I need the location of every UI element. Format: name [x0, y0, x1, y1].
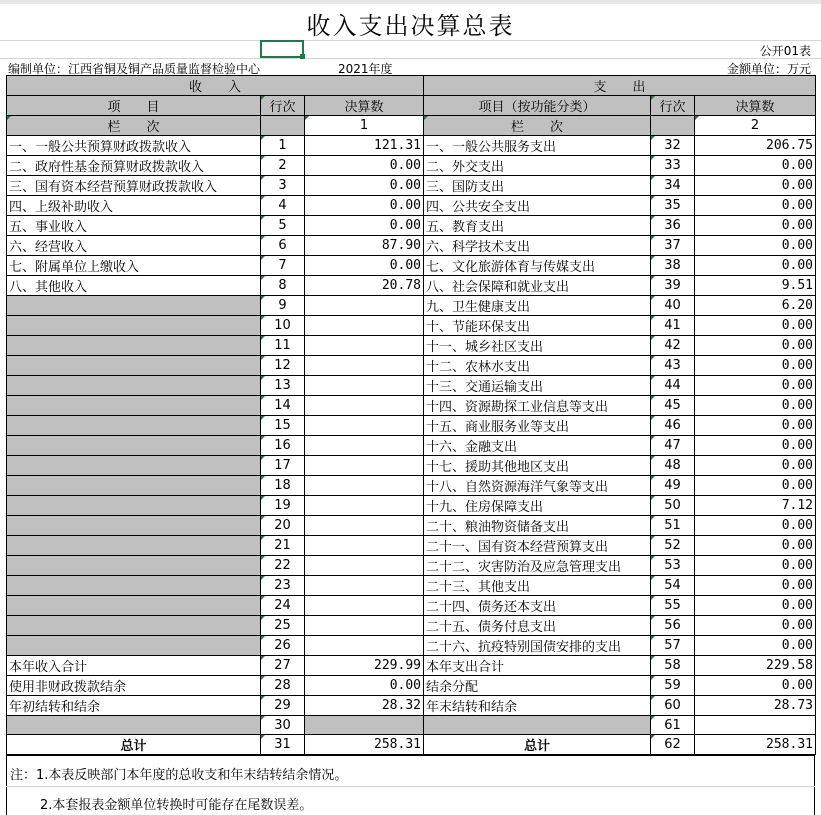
summary-income-item: 本年收入合计	[7, 656, 261, 676]
expense-amount-cell: 0.00	[695, 176, 816, 196]
table-row	[7, 296, 816, 316]
expense-amount-cell: 0.00	[695, 636, 816, 656]
summary-expense-item	[424, 716, 651, 735]
table-row	[7, 456, 816, 476]
income-amount-cell	[305, 536, 424, 556]
income-column-line-blank	[261, 116, 305, 136]
table-row	[7, 596, 816, 616]
summary-expense-item: 结余分配	[424, 676, 651, 696]
expense-line-cell: 50	[651, 496, 695, 516]
income-amount-cell: 0.00	[305, 176, 424, 196]
summary-income-line: 27	[261, 656, 305, 676]
table-row	[7, 576, 816, 596]
table-row	[7, 216, 816, 236]
expense-amount-cell: 0.00	[695, 356, 816, 376]
income-expense-table	[6, 75, 816, 755]
table-row	[7, 136, 816, 156]
expense-line-cell: 42	[651, 336, 695, 356]
expense-line-cell: 46	[651, 416, 695, 436]
income-item-cell: 五、事业收入	[7, 216, 261, 236]
expense-amount-header: 决算数	[695, 96, 816, 116]
note-2: 2.本套报表金额单位转换时可能存在尾数误差。	[40, 798, 313, 813]
income-line-cell: 10	[261, 316, 305, 336]
summary-expense-line: 60	[651, 696, 695, 716]
income-line-cell: 15	[261, 416, 305, 436]
expense-amount-cell: 0.00	[695, 516, 816, 536]
table-row	[7, 276, 816, 296]
income-item-cell	[7, 436, 261, 456]
income-item-cell	[7, 636, 261, 656]
expense-amount-cell: 206.75	[695, 136, 816, 156]
income-item-cell: 四、上级补助收入	[7, 196, 261, 216]
expense-item-cell: 七、文化旅游体育与传媒支出	[424, 256, 651, 276]
expense-amount-cell: 0.00	[695, 316, 816, 336]
income-line-cell: 3	[261, 176, 305, 196]
expense-line-cell: 48	[651, 456, 695, 476]
income-amount-cell	[305, 596, 424, 616]
income-line-cell: 24	[261, 596, 305, 616]
income-item-cell	[7, 336, 261, 356]
summary-income-amount: 229.99	[305, 656, 424, 676]
summary-income-item: 使用非财政拨款结余	[7, 676, 261, 696]
expense-item-cell: 十五、商业服务业等支出	[424, 416, 651, 436]
income-line-cell: 13	[261, 376, 305, 396]
income-amount-cell	[305, 516, 424, 536]
income-item-cell	[7, 596, 261, 616]
income-item-cell	[7, 616, 261, 636]
table-row	[7, 616, 816, 636]
expense-item-cell: 二十一、国有资本经营预算支出	[424, 536, 651, 556]
table-row	[7, 176, 816, 196]
expense-line-cell: 33	[651, 156, 695, 176]
table-row	[7, 156, 816, 176]
income-line-cell: 19	[261, 496, 305, 516]
expense-item-cell: 九、卫生健康支出	[424, 296, 651, 316]
income-line-cell: 4	[261, 196, 305, 216]
expense-amount-cell: 9.51	[695, 276, 816, 296]
income-line-cell: 18	[261, 476, 305, 496]
table-row	[7, 376, 816, 396]
summary-expense-amount: 229.58	[695, 656, 816, 676]
expense-line-cell: 39	[651, 276, 695, 296]
expense-amount-cell: 0.00	[695, 416, 816, 436]
income-item-cell	[7, 416, 261, 436]
summary-income-amount: 28.32	[305, 696, 424, 716]
expense-item-cell: 八、社会保障和就业支出	[424, 276, 651, 296]
income-item-cell	[7, 456, 261, 476]
income-item-cell: 一、一般公共预算财政拨款收入	[7, 136, 261, 156]
expense-line-cell: 57	[651, 636, 695, 656]
expense-line-header: 行次	[651, 96, 695, 116]
expense-amount-cell: 0.00	[695, 556, 816, 576]
expense-line-cell: 54	[651, 576, 695, 596]
table-row	[7, 336, 816, 356]
expense-item-cell: 五、教育支出	[424, 216, 651, 236]
income-item-cell	[7, 536, 261, 556]
summary-row	[7, 696, 816, 716]
income-column-number: 1	[305, 116, 424, 136]
grid-line	[0, 58, 821, 59]
expense-column-label: 栏 次	[424, 116, 651, 136]
total-income-amount: 258.31	[305, 735, 424, 755]
expense-amount-cell: 0.00	[695, 436, 816, 456]
expense-column-number: 2	[695, 116, 816, 136]
income-amount-cell	[305, 356, 424, 376]
income-amount-cell	[305, 576, 424, 596]
income-line-cell: 16	[261, 436, 305, 456]
income-line-cell: 26	[261, 636, 305, 656]
expense-line-cell: 55	[651, 596, 695, 616]
income-amount-cell	[305, 456, 424, 476]
expense-item-cell: 二十四、债务还本支出	[424, 596, 651, 616]
income-amount-cell	[305, 376, 424, 396]
expense-item-cell: 十七、援助其他地区支出	[424, 456, 651, 476]
expense-line-cell: 51	[651, 516, 695, 536]
expense-line-cell: 38	[651, 256, 695, 276]
expense-item-cell: 十一、城乡社区支出	[424, 336, 651, 356]
table-row	[7, 356, 816, 376]
expense-amount-cell: 0.00	[695, 256, 816, 276]
income-amount-cell: 0.00	[305, 256, 424, 276]
summary-row	[7, 716, 816, 735]
summary-expense-line: 61	[651, 716, 695, 735]
income-amount-cell	[305, 556, 424, 576]
table-row	[7, 556, 816, 576]
income-line-cell: 20	[261, 516, 305, 536]
income-amount-cell	[305, 616, 424, 636]
income-line-cell: 9	[261, 296, 305, 316]
expense-line-cell: 44	[651, 376, 695, 396]
income-line-cell: 8	[261, 276, 305, 296]
expense-amount-cell: 0.00	[695, 456, 816, 476]
selected-cell[interactable]	[260, 40, 304, 58]
income-line-cell: 2	[261, 156, 305, 176]
expense-item-cell: 二十二、灾害防治及应急管理支出	[424, 556, 651, 576]
expense-line-cell: 56	[651, 616, 695, 636]
summary-income-line: 28	[261, 676, 305, 696]
table-row	[7, 496, 816, 516]
income-item-cell	[7, 576, 261, 596]
income-item-cell: 七、附属单位上缴收入	[7, 256, 261, 276]
expense-line-cell: 32	[651, 136, 695, 156]
note-1: 注：1.本表反映部门本年度的总收支和年末结转结余情况。	[10, 768, 348, 783]
summary-expense-amount: 28.73	[695, 696, 816, 716]
table-row	[7, 256, 816, 276]
summary-expense-item: 年末结转和结余	[424, 696, 651, 716]
summary-income-amount	[305, 716, 424, 735]
income-line-cell: 5	[261, 216, 305, 236]
expense-amount-cell: 0.00	[695, 236, 816, 256]
expense-line-cell: 53	[651, 556, 695, 576]
expense-line-cell: 45	[651, 396, 695, 416]
expense-amount-cell: 0.00	[695, 576, 816, 596]
income-amount-cell: 121.31	[305, 136, 424, 156]
summary-income-line: 30	[261, 716, 305, 735]
total-expense-amount: 258.31	[695, 735, 816, 755]
expense-amount-cell: 0.00	[695, 476, 816, 496]
expense-amount-cell: 0.00	[695, 156, 816, 176]
table-row	[7, 636, 816, 656]
income-amount-cell	[305, 436, 424, 456]
income-amount-cell	[305, 496, 424, 516]
summary-income-amount: 0.00	[305, 676, 424, 696]
expense-item-cell: 十八、自然资源海洋气象等支出	[424, 476, 651, 496]
income-line-cell: 7	[261, 256, 305, 276]
report-title: 收入支出决算总表	[306, 12, 515, 40]
expense-item-cell: 十九、住房保障支出	[424, 496, 651, 516]
expense-line-cell: 49	[651, 476, 695, 496]
expense-amount-cell: 6.20	[695, 296, 816, 316]
expense-item-cell: 十四、资源勘探工业信息等支出	[424, 396, 651, 416]
income-amount-cell	[305, 316, 424, 336]
income-item-cell: 八、其他收入	[7, 276, 261, 296]
income-amount-cell	[305, 296, 424, 316]
income-line-cell: 12	[261, 356, 305, 376]
expense-amount-cell: 0.00	[695, 376, 816, 396]
income-item-cell	[7, 556, 261, 576]
grid-line	[6, 786, 815, 787]
expense-item-cell: 四、公共安全支出	[424, 196, 651, 216]
column-header-strip	[0, 0, 821, 4]
total-expense-line: 62	[651, 735, 695, 755]
income-line-cell: 22	[261, 556, 305, 576]
expense-item-cell: 十二、农林水支出	[424, 356, 651, 376]
expense-column-line-blank	[651, 116, 695, 136]
income-line-cell: 17	[261, 456, 305, 476]
expense-item-cell: 十、节能环保支出	[424, 316, 651, 336]
income-item-cell	[7, 476, 261, 496]
income-column-label: 栏 次	[7, 116, 261, 136]
expense-amount-cell: 0.00	[695, 396, 816, 416]
expense-line-cell: 36	[651, 216, 695, 236]
income-item-cell	[7, 496, 261, 516]
expense-amount-cell: 0.00	[695, 536, 816, 556]
income-amount-cell	[305, 396, 424, 416]
expense-item-header: 项目（按功能分类）	[424, 96, 651, 116]
income-item-cell	[7, 396, 261, 416]
expense-line-cell: 43	[651, 356, 695, 376]
income-amount-header: 决算数	[305, 96, 424, 116]
expense-section-header: 支 出	[424, 76, 816, 96]
expense-item-cell: 十六、金融支出	[424, 436, 651, 456]
summary-expense-item: 本年支出合计	[424, 656, 651, 676]
table-row	[7, 236, 816, 256]
unit-label: 编制单位：江西省铜及铜产品质量监督检验中心	[8, 62, 261, 76]
report-year: 2021年度	[338, 62, 393, 76]
income-amount-cell	[305, 336, 424, 356]
income-line-cell: 6	[261, 236, 305, 256]
currency-unit: 金额单位：万元	[726, 62, 811, 76]
expense-item-cell: 二十六、抗疫特别国债安排的支出	[424, 636, 651, 656]
income-line-cell: 1	[261, 136, 305, 156]
expense-line-cell: 41	[651, 316, 695, 336]
fill-handle[interactable]	[300, 54, 305, 59]
expense-item-cell: 二十五、债务付息支出	[424, 616, 651, 636]
income-item-cell: 三、国有资本经营预算财政拨款收入	[7, 176, 261, 196]
income-amount-cell	[305, 416, 424, 436]
summary-expense-amount: 0.00	[695, 676, 816, 696]
income-amount-cell	[305, 636, 424, 656]
form-code: 公开01表	[759, 44, 811, 58]
expense-amount-cell: 0.00	[695, 216, 816, 236]
expense-amount-cell: 0.00	[695, 616, 816, 636]
income-item-cell	[7, 516, 261, 536]
table-row	[7, 196, 816, 216]
table-row	[7, 416, 816, 436]
expense-item-cell: 十三、交通运输支出	[424, 376, 651, 396]
expense-line-cell: 37	[651, 236, 695, 256]
expense-amount-cell: 0.00	[695, 336, 816, 356]
summary-expense-amount	[695, 716, 816, 735]
income-amount-cell	[305, 476, 424, 496]
table-row	[7, 536, 816, 556]
income-amount-cell: 87.90	[305, 236, 424, 256]
summary-income-line: 29	[261, 696, 305, 716]
income-amount-cell: 0.00	[305, 156, 424, 176]
table-row	[7, 516, 816, 536]
income-item-cell: 二、政府性基金预算财政拨款收入	[7, 156, 261, 176]
income-item-cell	[7, 316, 261, 336]
expense-item-cell: 三、国防支出	[424, 176, 651, 196]
expense-line-cell: 40	[651, 296, 695, 316]
income-item-cell	[7, 376, 261, 396]
income-item-header: 项 目	[7, 96, 261, 116]
expense-amount-cell: 7.12	[695, 496, 816, 516]
income-amount-cell: 0.00	[305, 196, 424, 216]
expense-line-cell: 34	[651, 176, 695, 196]
summary-row	[7, 676, 816, 696]
table-row	[7, 436, 816, 456]
expense-amount-cell: 0.00	[695, 596, 816, 616]
summary-expense-line: 58	[651, 656, 695, 676]
summary-row	[7, 656, 816, 676]
summary-income-item: 年初结转和结余	[7, 696, 261, 716]
expense-item-cell: 二十三、其他支出	[424, 576, 651, 596]
income-item-cell	[7, 296, 261, 316]
income-amount-cell: 20.78	[305, 276, 424, 296]
expense-item-cell: 二、外交支出	[424, 156, 651, 176]
summary-income-item	[7, 716, 261, 735]
total-income-line: 31	[261, 735, 305, 755]
summary-expense-line: 59	[651, 676, 695, 696]
income-line-cell: 21	[261, 536, 305, 556]
grid-line	[0, 40, 821, 41]
expense-item-cell: 二十、粮油物资储备支出	[424, 516, 651, 536]
table-row	[7, 476, 816, 496]
expense-item-cell: 六、科学技术支出	[424, 236, 651, 256]
income-section-header: 收 入	[7, 76, 424, 96]
income-line-cell: 25	[261, 616, 305, 636]
expense-line-cell: 35	[651, 196, 695, 216]
income-amount-cell: 0.00	[305, 216, 424, 236]
income-line-cell: 23	[261, 576, 305, 596]
income-line-cell: 11	[261, 336, 305, 356]
expense-amount-cell: 0.00	[695, 196, 816, 216]
expense-line-cell: 47	[651, 436, 695, 456]
income-line-header: 行次	[261, 96, 305, 116]
income-item-cell	[7, 356, 261, 376]
income-line-cell: 14	[261, 396, 305, 416]
total-expense-label: 总计	[424, 735, 651, 755]
income-item-cell: 六、经营收入	[7, 236, 261, 256]
table-row	[7, 316, 816, 336]
table-row	[7, 396, 816, 416]
expense-item-cell: 一、一般公共服务支出	[424, 136, 651, 156]
expense-line-cell: 52	[651, 536, 695, 556]
total-income-label: 总计	[7, 735, 261, 755]
total-row	[7, 735, 816, 755]
